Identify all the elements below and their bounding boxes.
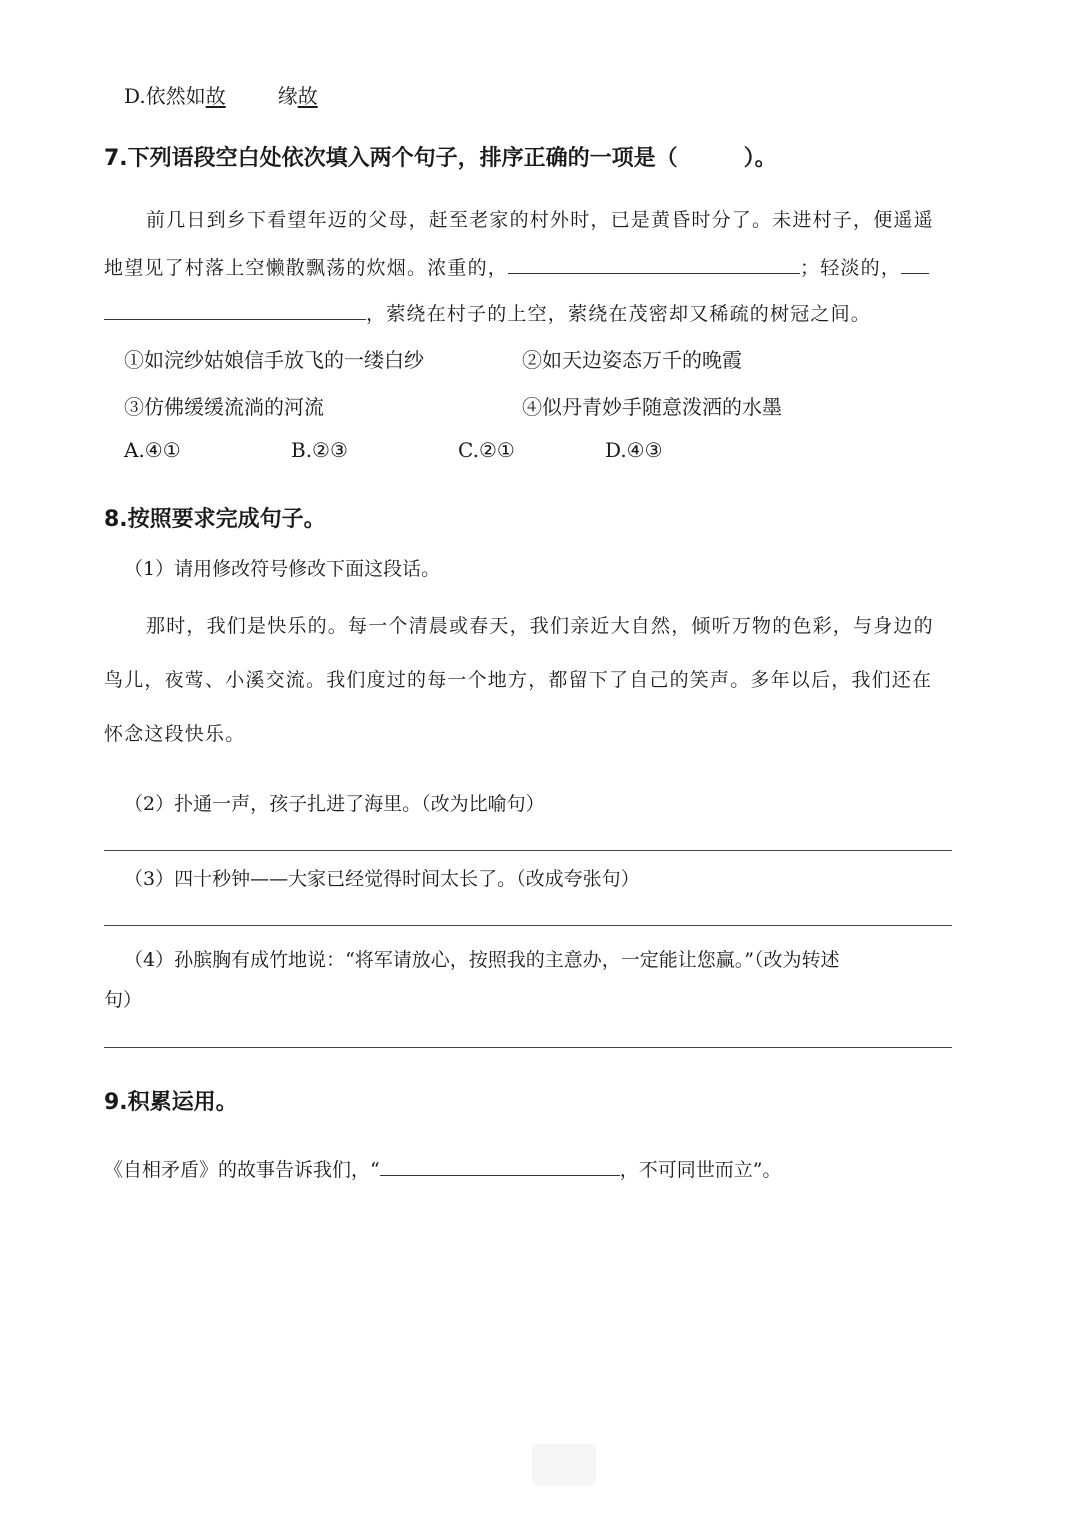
q6-option-d-underlined-2: 故 (297, 84, 318, 108)
q7-title: 7.下列语段空白处依次填入两个句子，排序正确的一项是（ ）。 (104, 146, 777, 171)
q6-option-d-word2: 缘 (277, 84, 298, 108)
q6-option-d-label: D.依然如 (124, 84, 206, 108)
q9-text-a: 《自相矛盾》的故事告诉我们，“ (104, 1159, 380, 1181)
q7-choice-1: ①如浣纱姑娘信手放飞的一缕白纱 (124, 348, 424, 372)
q7-choice-2: ②如天边姿态万千的晚霞 (522, 348, 742, 372)
q8-sub4-answer-line[interactable] (104, 1047, 952, 1048)
q8-sub2: （2）扑通一声，孩子扎进了海里。（改为比喻句） (124, 793, 545, 815)
q7-blank-1[interactable] (508, 255, 800, 274)
q8-sub3-answer-line[interactable] (104, 925, 952, 926)
q7-blank-2[interactable] (104, 301, 366, 320)
q7-answer-d[interactable]: D.④③ (605, 438, 663, 462)
q7-paragraph-line2-text-a: 地望见了村落上空懒散飘荡的炊烟。浓重的， (104, 257, 509, 279)
q7-paragraph-line3 (104, 299, 871, 326)
q7-paragraph-line1: 前几日到乡下看望年迈的父母，赶至老家的村外时，已是黄昏时分了。未进村子，便遥遥 (146, 209, 934, 231)
q7-choice-4: ④似丹青妙手随意泼洒的水墨 (522, 395, 782, 419)
q7-choice-3: ③仿佛缓缓流淌的河流 (124, 395, 324, 419)
q6-option-d (124, 80, 318, 109)
q8-sub4-line2: 句） (104, 989, 143, 1011)
q6-option-d-underlined-1: 故 (205, 84, 226, 108)
q9-text-b: ，不可同世而立”。 (619, 1159, 782, 1181)
q8-sub3: （3）四十秒钟——大家已经觉得时间太长了。（改成夸张句） (124, 868, 640, 890)
q7-blank-2-start[interactable] (901, 255, 929, 274)
q8-paragraph-line2: 鸟儿，夜莺、小溪交流。我们度过的每一个地方，都留下了自己的笑声。多年以后，我们还在 (104, 669, 933, 691)
q7-answer-a[interactable]: A.④① (124, 438, 181, 462)
q7-paragraph-line3-text: ，萦绕在村子的上空，萦绕在茂密却又稀疏的树冠之间。 (366, 303, 872, 325)
q8-paragraph-line1: 那时，我们是快乐的。每一个清晨或春天，我们亲近大自然，倾听万物的色彩，与身边的 (146, 615, 934, 637)
q9-title: 9.积累运用。 (104, 1090, 238, 1115)
q8-sub2-answer-line[interactable] (104, 850, 952, 851)
q9-text (104, 1155, 781, 1182)
q7-paragraph-line2-text-b: ；轻淡的， (800, 257, 902, 279)
q8-title: 8.按照要求完成句子。 (104, 507, 326, 532)
q9-blank[interactable] (380, 1157, 620, 1176)
q8-sub4-line1: （4）孙膑胸有成竹地说：“将军请放心，按照我的主意办，一定能让您赢。”（改为转述 (124, 949, 840, 971)
q7-answer-b[interactable]: B.②③ (291, 438, 348, 462)
page-number-box (532, 1444, 596, 1486)
q8-sub1: （1）请用修改符号修改下面这段话。 (124, 558, 441, 580)
q7-paragraph-line2 (104, 253, 929, 280)
q7-answer-c[interactable]: C.②① (458, 438, 515, 462)
q8-paragraph-line3: 怀念这段快乐。 (104, 723, 246, 745)
